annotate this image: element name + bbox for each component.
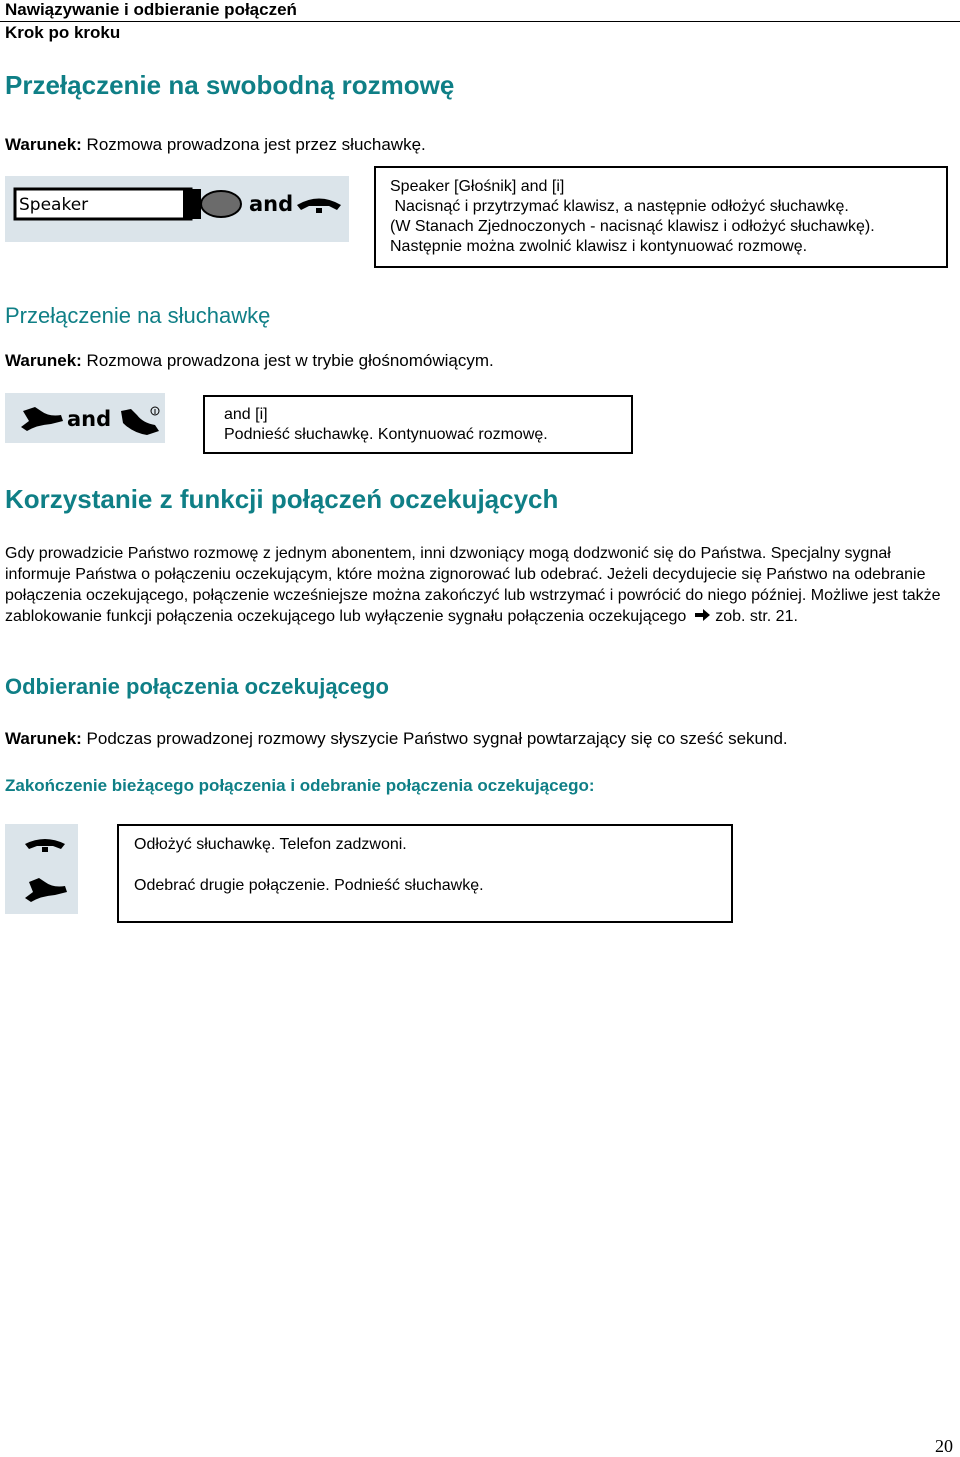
key-sequence-graphic bbox=[5, 393, 165, 443]
and-label: and bbox=[249, 192, 294, 216]
instruction-line: Nacisnąć i przytrzymać klawisz, a następnie odłożyć słuchawkę. bbox=[390, 198, 849, 215]
paragraph-text: Gdy prowadzicie Państwo rozmowę z jednym abonentem, inni dzwoniący mogą dodzwonić się do Państwa. Specjalny sygnał informuje Państwa o połączeniu oczekującym, które można zignorować lub odebrać. Jeżeli decydujecie się Państwo na odebranie połączenia oczekującego, połączenie wcześniejsze można zakończyć lub wstrzymać i powrócić do niego później. Możliwe jest także zablokowanie funkcji połączenia oczekującego lub wyłączenie sygnału połączenia oczekującego bbox=[5, 545, 941, 625]
key-edge bbox=[183, 189, 201, 219]
instruction-line: and [i] bbox=[224, 406, 268, 423]
instruction-box-answer bbox=[117, 824, 733, 923]
arrow-right-icon bbox=[695, 608, 711, 622]
key-sequence-panel bbox=[5, 393, 165, 443]
call-waiting-paragraph bbox=[5, 543, 950, 627]
condition-label: Warunek: bbox=[5, 729, 82, 748]
instruction-box-handset bbox=[203, 395, 633, 454]
condition-line bbox=[5, 351, 494, 371]
header-divider bbox=[0, 21, 960, 22]
instruction-box-speaker bbox=[374, 166, 948, 268]
condition-label: Warunek: bbox=[5, 135, 82, 154]
key-sequence-graphic bbox=[5, 176, 349, 242]
instruction-line: Speaker [Głośnik] and [i] bbox=[390, 178, 565, 195]
section-title-call-waiting: Korzystanie z funkcji połączeń oczekujących bbox=[5, 484, 559, 514]
info-key-icon bbox=[151, 407, 159, 415]
header-subtitle: Krok po kroku bbox=[5, 23, 121, 42]
handset-hang-up-icon bbox=[25, 839, 65, 852]
condition-label: Warunek: bbox=[5, 351, 82, 370]
instruction-line: Odebrać drugie połączenie. Podnieść słuchawkę. bbox=[134, 877, 484, 894]
instruction-line: Odłożyć słuchawkę. Telefon zadzwoni. bbox=[134, 836, 407, 853]
condition-text: Podczas prowadzonej rozmowy słyszycie Państwo sygnał powtarzający się co sześć sekund. bbox=[81, 729, 788, 748]
handset-lift-icon bbox=[121, 409, 159, 435]
handset-lift-icon bbox=[25, 878, 67, 902]
led-icon bbox=[201, 191, 241, 217]
section-title-speaker: Przełączenie na swobodną rozmowę bbox=[5, 70, 455, 100]
instruction-line: Następnie można zwolnić klawisz i kontynuować rozmowę. bbox=[390, 238, 808, 255]
condition-text: Rozmowa prowadzona jest w trybie głośnomówiącym. bbox=[81, 351, 494, 370]
condition-text: Rozmowa prowadzona jest przez słuchawkę. bbox=[81, 135, 426, 154]
section-title-answer-waiting: Odbieranie połączenia oczekującego bbox=[5, 674, 389, 699]
condition-line bbox=[5, 729, 788, 749]
key-sequence-panel bbox=[5, 824, 78, 914]
key-sequence-panel bbox=[5, 176, 349, 242]
section-title-handset: Przełączenie na słuchawkę bbox=[5, 303, 271, 328]
handset-lift-icon bbox=[21, 407, 63, 431]
and-label: and bbox=[67, 407, 112, 431]
subsection-title: Zakończenie bieżącego połączenia i odebranie połączenia oczekującego: bbox=[5, 776, 595, 795]
header-title: Nawiązywanie i odbieranie połączeń bbox=[5, 0, 297, 19]
condition-line bbox=[5, 135, 426, 155]
speaker-key-label: Speaker bbox=[19, 195, 89, 215]
page-reference: zob. str. 21. bbox=[710, 608, 798, 625]
instruction-line: Podnieść słuchawkę. Kontynuować rozmowę. bbox=[224, 426, 548, 443]
key-sequence-graphic bbox=[5, 824, 78, 914]
instruction-line: (W Stanach Zjednoczonych - nacisnąć klawisz i odłożyć słuchawkę). bbox=[390, 218, 875, 235]
page-number: 20 bbox=[935, 1436, 953, 1456]
handset-hang-up-icon bbox=[297, 199, 341, 214]
